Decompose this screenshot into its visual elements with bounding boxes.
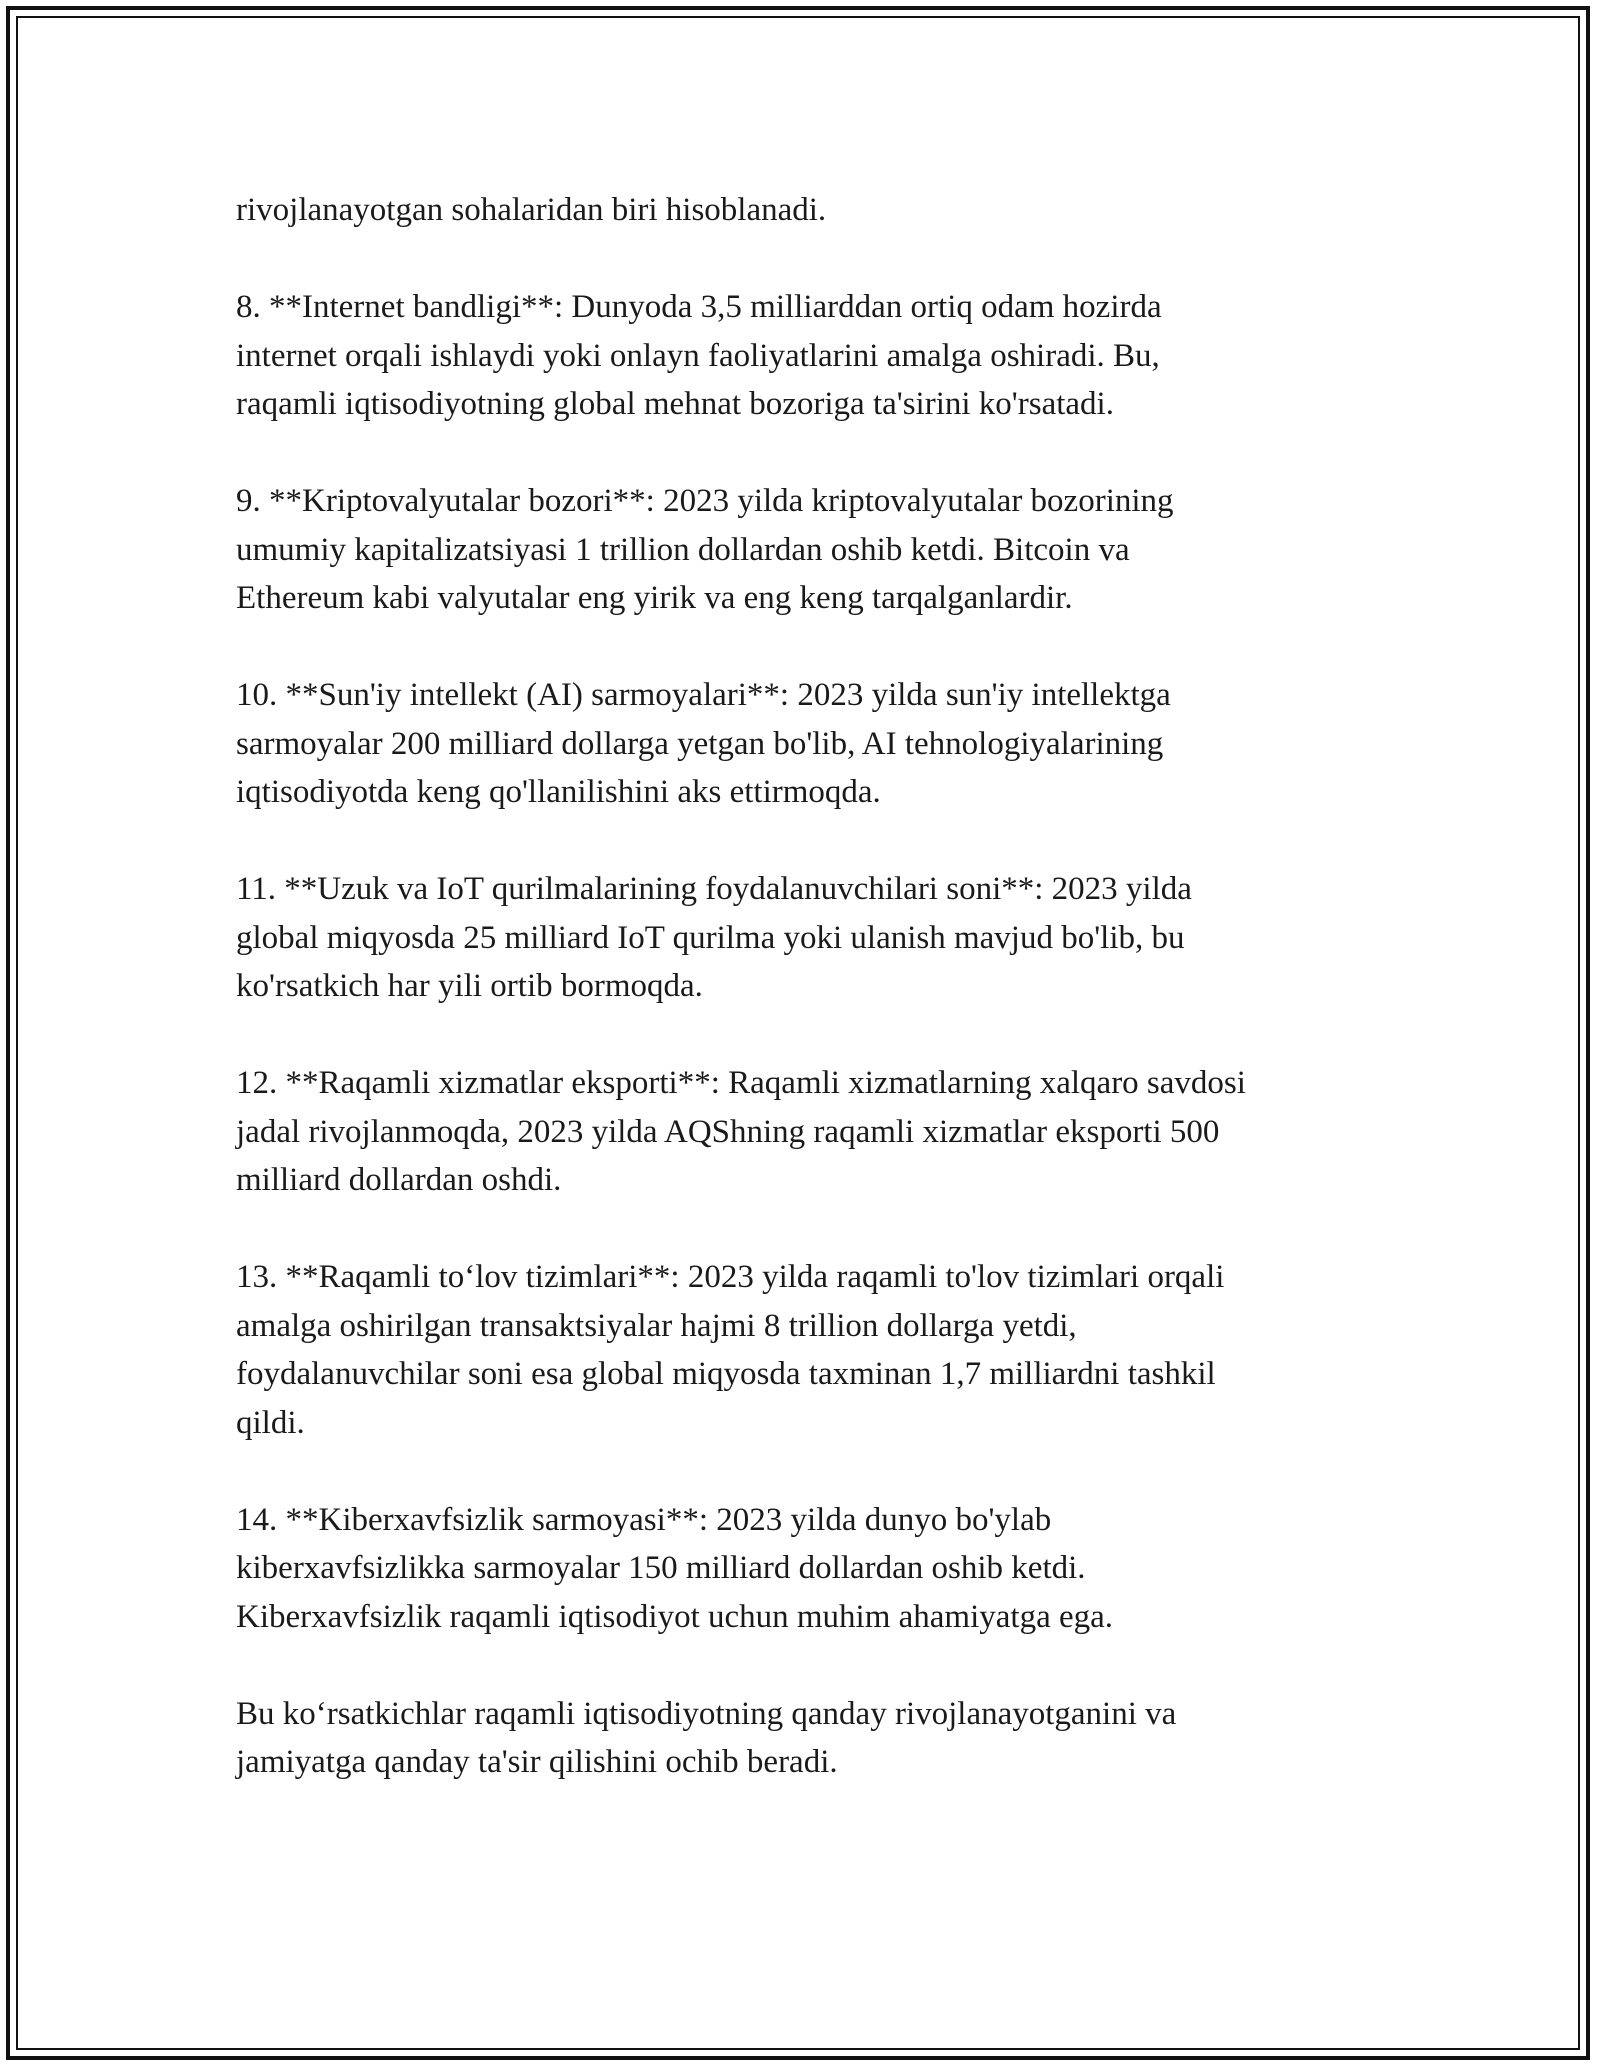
text-line: 10. **Sun'iy intellekt (AI) sarmoyalari**: 2023 yilda sun'iy intellektga (236, 677, 1171, 713)
text-line: umumiy kapitalizatsiyasi 1 trillion dollardan oshib ketdi. Bitcoin va (236, 531, 1130, 568)
text-line: internet orqali ishlaydi yoki onlayn faoliyatlarini amalga oshiradi. Bu, (236, 337, 1160, 374)
paragraph-item-13 (236, 1253, 1396, 1447)
document-body (236, 186, 1396, 1835)
paragraph-item-8 (236, 283, 1396, 429)
paragraph-conclusion (236, 1690, 1396, 1787)
paragraph-continuation (236, 186, 1396, 235)
text-line: 14. **Kiberxavfsizlik sarmoyasi**: 2023 yilda dunyo bo'ylab (236, 1501, 1052, 1538)
text-line: qildi. (236, 1404, 305, 1441)
paragraph-item-11 (236, 865, 1396, 1011)
text-line: Kiberxavfsizlik raqamli iqtisodiyot uchun muhim ahamiyatga ega. (236, 1598, 1114, 1635)
paragraph-item-12 (236, 1059, 1396, 1205)
text-line: jamiyatga qanday ta'sir qilishini ochib beradi. (236, 1744, 838, 1780)
paragraph-item-14 (236, 1496, 1396, 1642)
text-line: global miqyosda 25 milliard IoT qurilma yoki ulanish mavjud bo'lib, bu (236, 919, 1185, 956)
text-line: raqamli iqtisodiyotning global mehnat bozoriga ta'sirini ko'rsatadi. (236, 386, 1114, 422)
text-line: sarmoyalar 200 milliard dollarga yetgan bo'lib, AI tehnologiyalarining (236, 725, 1164, 762)
text-line: jadal rivojlanmoqda, 2023 yilda AQShning raqamli xizmatlar eksporti 500 (236, 1113, 1220, 1150)
paragraph-item-9 (236, 477, 1396, 623)
text-line: kiberxavfsizlikka sarmoyalar 150 milliard dollardan oshib ketdi. (236, 1550, 1086, 1586)
text-line: Ethereum kabi valyutalar eng yirik va eng keng tarqalganlardir. (236, 580, 1073, 616)
text-line: 11. **Uzuk va IoT qurilmalarining foydalanuvchilari soni**: 2023 yilda (236, 871, 1192, 907)
text-line: iqtisodiyotda keng qo'llanilishini aks ettirmoqda. (236, 774, 881, 810)
text-line: 8. **Internet bandligi**: Dunyoda 3,5 milliarddan ortiq odam hozirda (236, 289, 1162, 325)
text-line: rivojlanayotgan sohalaridan biri hisoblanadi. (236, 192, 827, 228)
text-line: ko'rsatkich har yili ortib bormoqda. (236, 968, 703, 1004)
text-line: foydalanuvchilar soni esa global miqyosda taxminan 1,7 milliardni tashkil (236, 1356, 1216, 1392)
text-line: 9. **Kriptovalyutalar bozori**: 2023 yilda kriptovalyutalar bozorining (236, 483, 1174, 519)
text-line: milliard dollardan oshdi. (236, 1162, 562, 1198)
text-line: 12. **Raqamli xizmatlar eksporti**: Raqamli xizmatlarning xalqaro savdosi (236, 1065, 1246, 1101)
text-line: Bu ko‘rsatkichlar raqamli iqtisodiyotning qanday rivojlanayotganini va (236, 1695, 1177, 1732)
paragraph-item-10 (236, 671, 1396, 817)
text-line: 13. **Raqamli to‘lov tizimlari**: 2023 yilda raqamli to'lov tizimlari orqali (236, 1259, 1225, 1295)
text-line: amalga oshirilgan transaktsiyalar hajmi 8 trillion dollarga yetdi, (236, 1307, 1077, 1344)
